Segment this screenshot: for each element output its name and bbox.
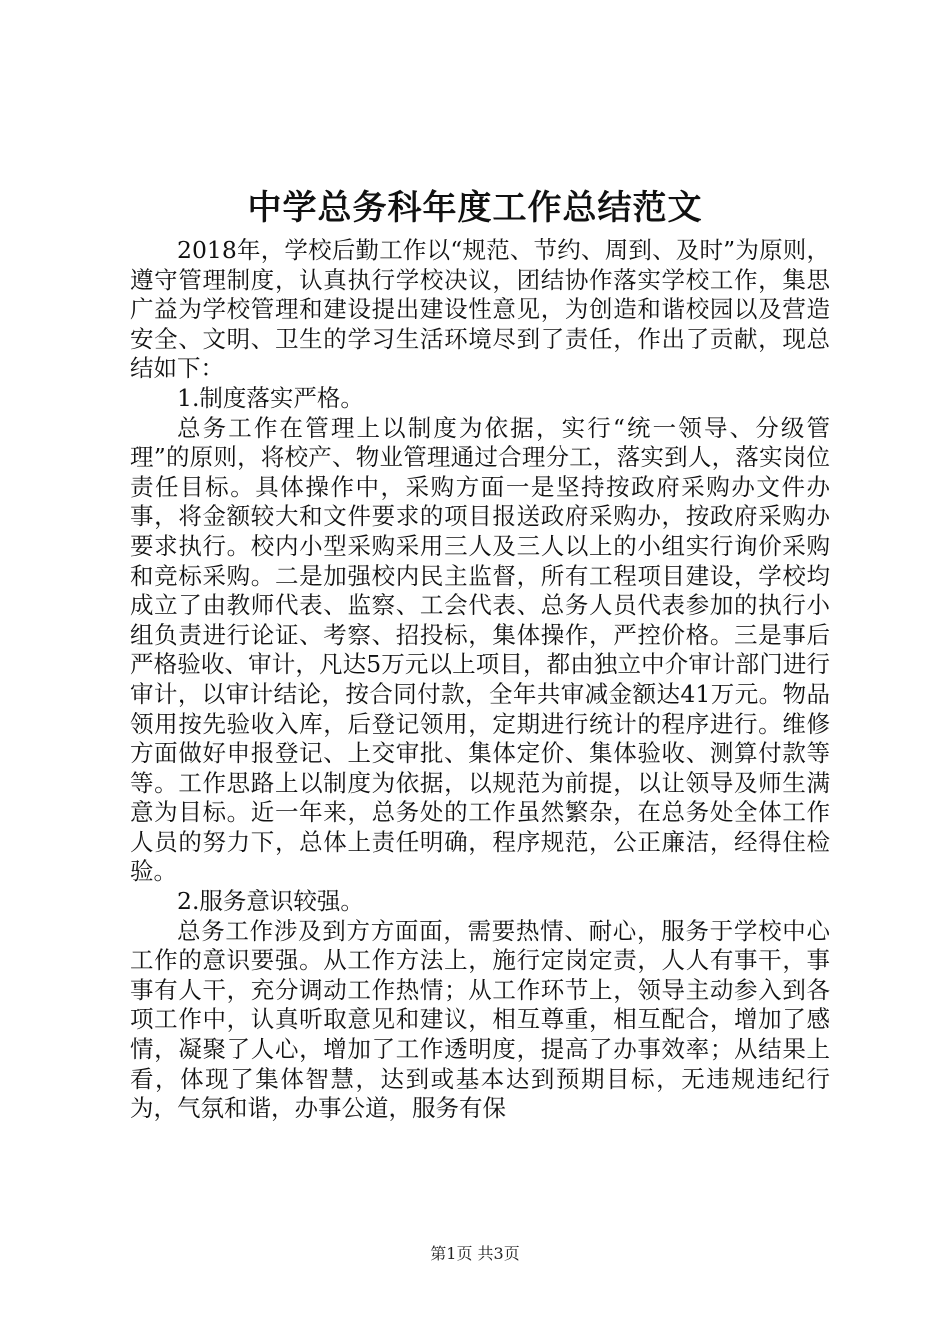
document-title: 中学总务科年度工作总结范文 bbox=[247, 188, 703, 228]
section-1-paragraph: 总务工作在管理上以制度为依据，实行“统一领导、分级管理”的原则，将校产、物业管理通过合理分工，落实到人，落实岗位责任目标。具体操作中，采购方面一是坚持按政府采购办文件办事，将金额较大和文件要求的项目报送政府采购办，按政府采购办要求执行。校内小型采购采用三人及三人以上的小组实行询价采购和竞标采购。二是加强校内民主监督，所有工程项目建设，学校均成立了由教师代表、监察、工会代表、总务人员代表参加的执行小组负责进行论证、考察、招投标，集体操作，严控价格。三是事后严格验收、审计，凡达5万元以上项目，都由独立中介审计部门进行审计，以审计结论，按合同付款，全年共审减金额达41万元。物品领用按先验收入库，后登记领用，定期进行统计的程序进行。维修方面做好申报登记、上交审批、集体定价、集体验收、测算付款等等。工作思路上以制度为依据，以规范为前提，以让领导及师生满意为目标。近一年来，总务处的工作虽然繁杂，在总务处全体工作人员的努力下，总体上责任明确，程序规范，公正廉洁，经得住检验。 bbox=[130, 413, 830, 886]
section-2-heading: 2.服务意识较强。 bbox=[177, 887, 364, 916]
section-2-paragraph: 总务工作涉及到方方面面，需要热情、耐心，服务于学校中心工作的意识要强。从工作方法上，施行定岗定责，人人有事干，事事有人干，充分调动工作热情；从工作环节上，领导主动参入到各项工作中，认真听取意见和建议，相互尊重，相互配合，增加了感情，凝聚了人心，增加了工作透明度，提高了办事效率；从结果上看，体现了集体智慧，达到或基本达到预期目标，无违规违纪行为，气氛和谐，办事公道，服务有保 bbox=[130, 916, 830, 1123]
page-footer: 第1页 共3页 bbox=[430, 1244, 520, 1263]
document-body bbox=[130, 236, 830, 1124]
intro-paragraph: 2018年，学校后勤工作以“规范、节约、周到、及时”为原则，遵守管理制度，认真执行学校决议，团结协作落实学校工作，集思广益为学校管理和建设提出建设性意见，为创造和谐校园以及营造安全、文明、卫生的学习生活环境尽到了责任，作出了贡献，现总结如下： bbox=[130, 236, 830, 383]
section-1-heading: 1.制度落实严格。 bbox=[177, 383, 364, 412]
